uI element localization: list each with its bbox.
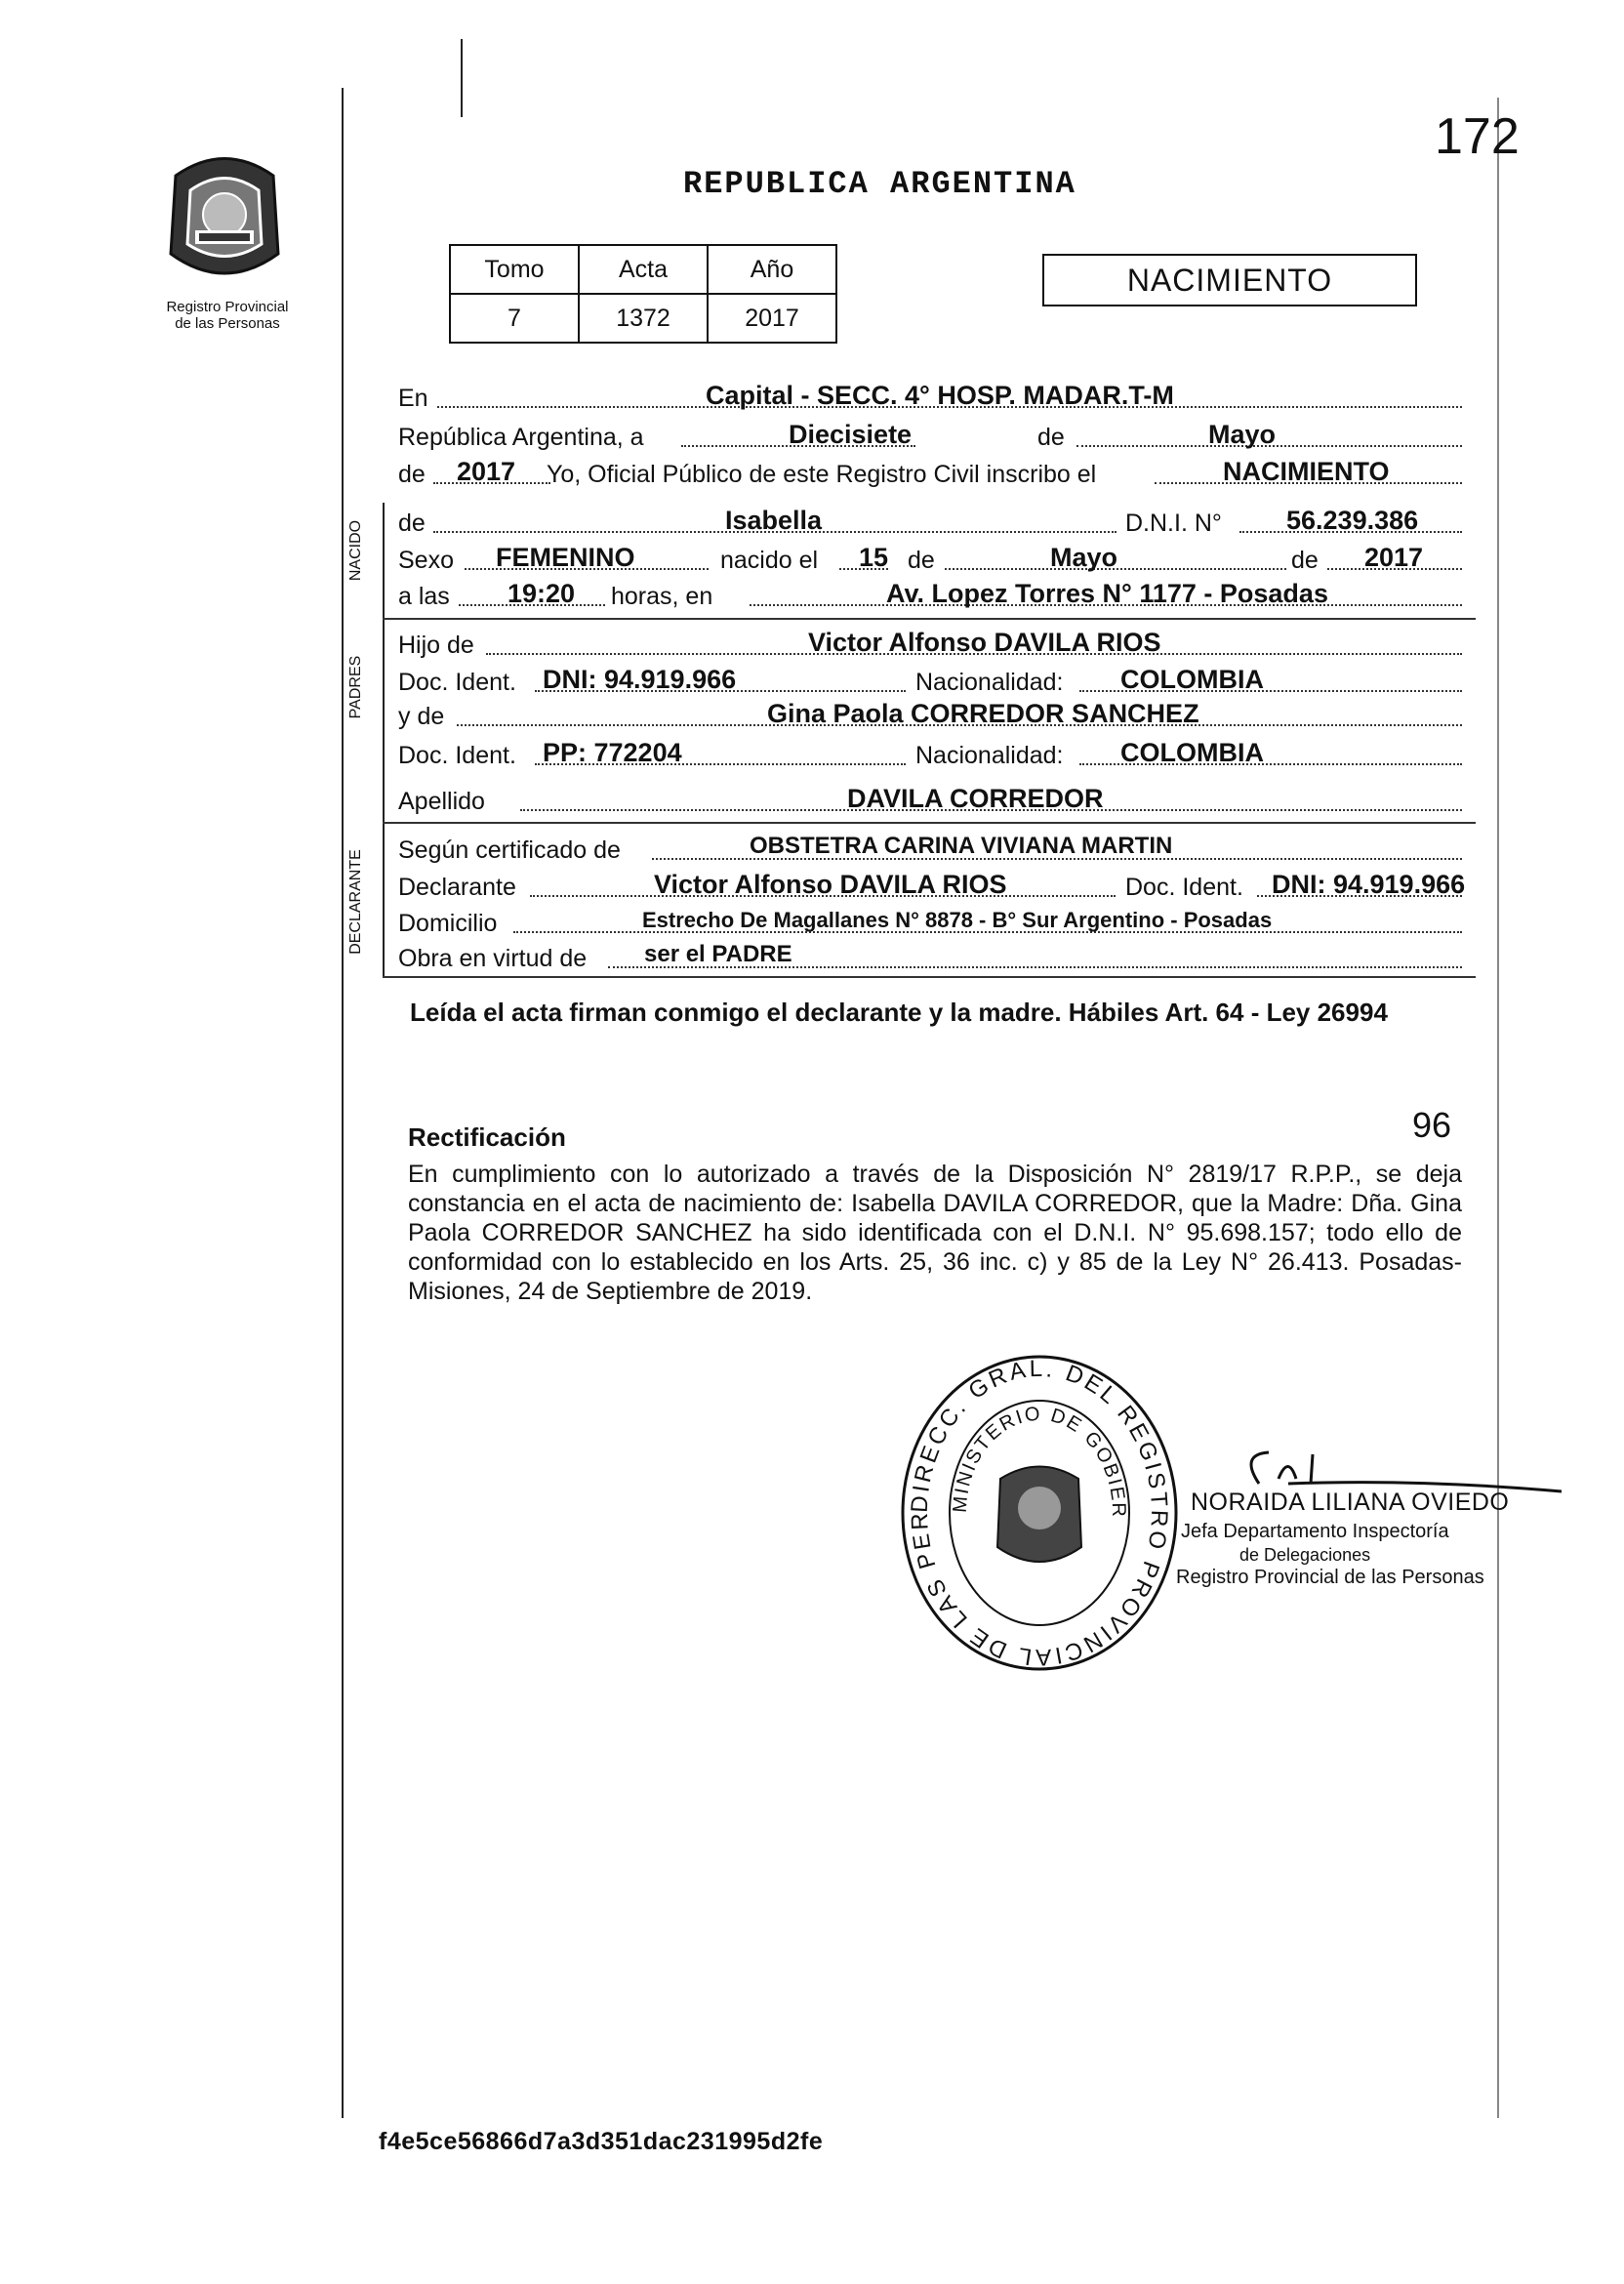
province-logo <box>156 146 293 293</box>
rectification-title: Rectificación <box>408 1122 566 1152</box>
side-label-declarant: DECLARANTE <box>347 849 364 955</box>
label-doc-father: Doc. Ident. <box>398 669 516 696</box>
row-en <box>398 383 1472 412</box>
left-margin-line <box>342 88 344 2118</box>
logo-caption-line2: de las Personas <box>175 315 280 332</box>
page-number: 172 <box>1435 108 1520 165</box>
label-dni: D.N.I. N° <box>1125 510 1222 537</box>
section-divider-parents <box>383 822 1476 824</box>
row-sex <box>398 545 1472 574</box>
signer-role-line3: Registro Provincial de las Personas <box>1176 1567 1484 1588</box>
value-month: Mayo <box>1208 420 1277 449</box>
value-day-words: Diecisiete <box>789 420 913 449</box>
top-center-line <box>461 39 463 117</box>
row-time <box>398 581 1472 610</box>
row-father <box>398 630 1472 659</box>
table-header-tomo: Tomo <box>450 245 579 294</box>
value-mother-doc: PP: 772204 <box>543 738 682 767</box>
value-declarant-doc: DNI: 94.919.966 <box>1272 870 1466 899</box>
value-father-doc: DNI: 94.919.966 <box>543 665 737 694</box>
row-officer <box>398 459 1472 488</box>
label-obra: Obra en virtud de <box>398 945 588 972</box>
table-header-acta: Acta <box>579 245 708 294</box>
value-birth-month: Mayo <box>1050 543 1118 572</box>
official-seal <box>898 1352 1181 1674</box>
label-hijo: Hijo de <box>398 632 474 659</box>
label-nat-father: Nacionalidad: <box>915 669 1064 696</box>
value-birth-day: 15 <box>859 543 889 572</box>
label-doc-declarant: Doc. Ident. <box>1125 874 1243 901</box>
table-value-acta: 1372 <box>579 294 708 343</box>
value-time: 19:20 <box>508 579 576 608</box>
row-surname <box>398 786 1472 815</box>
label-doc-mother: Doc. Ident. <box>398 742 516 769</box>
value-birth-place: Av. Lopez Torres N° 1177 - Posadas <box>886 579 1328 608</box>
row-certificate <box>398 835 1472 864</box>
row-name <box>398 508 1472 537</box>
label-de-birth-year: de <box>1291 547 1319 574</box>
value-father-nationality: COLOMBIA <box>1120 665 1264 694</box>
value-mother: Gina Paola CORREDOR SANCHEZ <box>767 699 1199 728</box>
value-child-name: Isabella <box>725 506 823 535</box>
table-value-anio: 2017 <box>708 294 836 343</box>
label-horas: horas, en <box>611 583 713 610</box>
signing-note: Leída el acta firman conmigo el declarante y la madre. Hábiles Art. 64 - Ley 26994 <box>410 998 1388 1027</box>
value-dni: 56.239.386 <box>1286 506 1419 535</box>
seal-outer-text: DIRECC. GRAL. DEL REGISTRO PROVINCIAL DE LAS PER <box>906 1355 1173 1671</box>
signer-role-line2: de Delegaciones <box>1239 1545 1371 1565</box>
act-type-box: NACIMIENTO <box>1042 254 1417 306</box>
label-domicilio: Domicilio <box>398 910 498 937</box>
seal-inner-text: MINISTERIO DE GOBIER <box>949 1403 1130 1520</box>
table-header-anio: Año <box>708 245 836 294</box>
value-event: NACIMIENTO <box>1223 457 1390 486</box>
row-declarant <box>398 872 1472 901</box>
section-divider-born <box>383 618 1476 620</box>
row-mother-doc <box>398 740 1472 769</box>
document-hash: f4e5ce56866d7a3d351dac231995d2fe <box>379 2128 824 2155</box>
value-year: 2017 <box>457 457 516 486</box>
value-acting-as: ser el PADRE <box>644 941 792 967</box>
logo-caption <box>135 299 320 332</box>
label-segun: Según certificado de <box>398 836 621 864</box>
table-value-tomo: 7 <box>450 294 579 343</box>
rectification-number: 96 <box>1412 1105 1452 1145</box>
signer-role-line1: Jefa Departamento Inspectoría <box>1181 1521 1449 1542</box>
label-officer: Yo, Oficial Público de este Registro Civil inscribo el <box>547 461 1097 488</box>
right-margin-line <box>1497 98 1499 2118</box>
label-de-year: de <box>398 461 426 488</box>
label-alas: a las <box>398 583 450 610</box>
value-father: Victor Alfonso DAVILA RIOS <box>808 628 1161 657</box>
value-place: Capital - SECC. 4° HOSP. MADAR.T-M <box>706 381 1174 410</box>
side-label-born: NACIDO <box>347 519 364 582</box>
label-nacido: nacido el <box>720 547 819 574</box>
label-en: En <box>398 385 428 412</box>
rectification-body: En cumplimiento con lo autorizado a través de la Disposición N° 2819/17 R.P.P., se deja constancia en el acta de nacimiento de: Isabella DAVILA CORREDOR, que la Madre: Dña. Gina Paola CORREDOR SANCHEZ ha sido identificada con el D.N.I. N° 95.698.157; todo ello de conformidad con lo establecido en los Arts. 25, 36 inc. c) y 85 de la Ley N° 26.413. Posadas- Misiones, 24 de Septiembre de 2019. <box>408 1161 1462 1305</box>
logo-caption-line1: Registro Provincial <box>166 299 289 315</box>
value-surname: DAVILA CORREDOR <box>847 784 1104 813</box>
row-address <box>398 908 1472 937</box>
label-de-month: de <box>1037 424 1065 451</box>
value-certificate: OBSTETRA CARINA VIVIANA MARTIN <box>750 833 1173 859</box>
row-acting-as <box>398 943 1472 972</box>
label-nat-mother: Nacionalidad: <box>915 742 1064 769</box>
side-label-parents: PADRES <box>347 655 364 719</box>
label-sexo: Sexo <box>398 547 454 574</box>
value-declarant: Victor Alfonso DAVILA RIOS <box>654 870 1007 899</box>
row-republica <box>398 422 1472 451</box>
registry-table <box>449 244 837 344</box>
value-birth-year: 2017 <box>1364 543 1424 572</box>
row-mother <box>398 701 1472 730</box>
country-title: REPUBLICA ARGENTINA <box>683 166 1076 202</box>
row-father-doc <box>398 667 1472 696</box>
section-divider-declarant <box>383 976 1476 978</box>
label-republica: República Argentina, a <box>398 424 644 451</box>
value-sex: FEMENINO <box>496 543 635 572</box>
label-apellido: Apellido <box>398 788 485 815</box>
value-mother-nationality: COLOMBIA <box>1120 738 1264 767</box>
section-vline <box>383 503 385 976</box>
label-yde: y de <box>398 703 445 730</box>
label-de-name: de <box>398 510 426 537</box>
signer-name: NORAIDA LILIANA OVIEDO <box>1191 1489 1510 1516</box>
value-address: Estrecho De Magallanes N° 8878 - B° Sur Argentino - Posadas <box>642 908 1273 932</box>
label-declarante: Declarante <box>398 874 516 901</box>
label-de-birth-month: de <box>908 547 935 574</box>
